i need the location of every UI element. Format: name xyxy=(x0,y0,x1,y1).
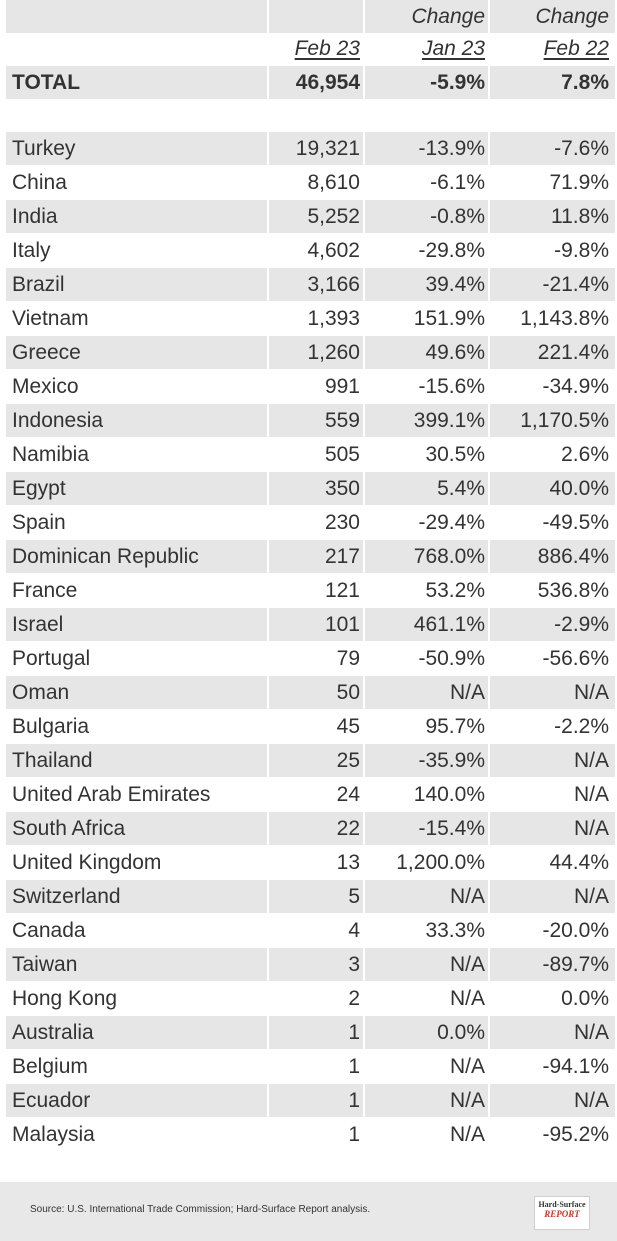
table-row-cell-3: -21.4% xyxy=(542,273,609,296)
column-separator xyxy=(488,914,490,947)
table-row-cell-2: 151.9% xyxy=(413,307,485,330)
column-separator xyxy=(267,66,269,99)
table-row-cell-1: 1 xyxy=(348,1055,360,1078)
column-separator xyxy=(488,540,490,573)
column-separator xyxy=(488,744,490,777)
table-row xyxy=(6,1016,615,1049)
table-row-cell-3: N/A xyxy=(573,749,609,772)
table-row-cell-2: 5.4% xyxy=(437,477,485,500)
column-separator xyxy=(488,0,490,33)
column-separator xyxy=(488,268,490,301)
table-row-cell-3: -34.9% xyxy=(542,375,609,398)
table-row-cell-3: N/A xyxy=(573,885,609,908)
table-row-cell-0: Turkey xyxy=(12,137,76,160)
column-separator xyxy=(267,880,269,913)
table-row-cell-0: Namibia xyxy=(12,443,90,466)
source-note: Source: U.S. International Trade Commission; Hard-Surface Report analysis. xyxy=(30,1204,371,1215)
column-separator xyxy=(267,608,269,641)
column-separator xyxy=(363,370,365,403)
table-row xyxy=(6,540,615,573)
table-row-cell-1: 1,260 xyxy=(307,341,360,364)
table-row-cell-3: -49.5% xyxy=(542,511,609,534)
table-row-cell-1: 1,393 xyxy=(307,307,360,330)
table-row-cell-0: Israel xyxy=(12,613,64,636)
footer xyxy=(0,1182,617,1241)
table-row-cell-2: 33.3% xyxy=(425,919,485,942)
total-row-cell-3: 7.8% xyxy=(561,71,609,94)
table-row-cell-2: 140.0% xyxy=(413,783,485,806)
column-separator xyxy=(267,1084,269,1117)
column-separator xyxy=(488,948,490,981)
table-row-cell-1: 217 xyxy=(324,545,360,568)
table-row-cell-2: N/A xyxy=(449,681,485,704)
table-row-cell-3: N/A xyxy=(573,817,609,840)
table-row xyxy=(6,234,615,267)
table-row-cell-2: -35.9% xyxy=(418,749,485,772)
column-separator xyxy=(267,982,269,1015)
column-separator xyxy=(267,710,269,743)
table-row xyxy=(6,370,615,403)
table-row-cell-1: 5,252 xyxy=(307,205,360,228)
column-separator xyxy=(488,132,490,165)
column-separator xyxy=(488,1084,490,1117)
column-separator xyxy=(363,336,365,369)
table-row-cell-1: 8,610 xyxy=(307,171,360,194)
column-separator xyxy=(488,472,490,505)
column-separator xyxy=(267,0,269,33)
table-row-cell-0: China xyxy=(12,171,67,194)
column-separator xyxy=(267,336,269,369)
table-row xyxy=(6,642,615,675)
table-row-cell-3: -20.0% xyxy=(542,919,609,942)
table-row-cell-0: Ecuador xyxy=(12,1089,91,1112)
column-separator xyxy=(488,676,490,709)
table-row-cell-3: -95.2% xyxy=(542,1123,609,1146)
total-row-cell-2: -5.9% xyxy=(430,71,485,94)
table-row-cell-2: -50.9% xyxy=(418,647,485,670)
table-row-cell-1: 1 xyxy=(348,1021,360,1044)
table-row-cell-1: 45 xyxy=(336,715,360,738)
column-separator xyxy=(363,438,365,471)
table-row-cell-0: United Kingdom xyxy=(12,851,162,874)
column-separator xyxy=(488,710,490,743)
column-separator xyxy=(267,302,269,335)
table-row-cell-3: -9.8% xyxy=(554,239,609,262)
column-separator xyxy=(363,982,365,1015)
table-row-cell-0: Dominican Republic xyxy=(12,545,199,568)
table-row-cell-2: 30.5% xyxy=(425,443,485,466)
table-row xyxy=(6,166,615,199)
table-row-cell-1: 101 xyxy=(324,613,360,636)
table-row-cell-0: France xyxy=(12,579,78,602)
table-row xyxy=(6,914,615,947)
table-row-cell-2: -29.8% xyxy=(418,239,485,262)
column-separator xyxy=(488,1050,490,1083)
column-separator xyxy=(363,540,365,573)
table-row-cell-3: N/A xyxy=(573,1021,609,1044)
column-separator xyxy=(363,1084,365,1117)
table-row-cell-2: N/A xyxy=(449,1089,485,1112)
table-row-cell-3: 40.0% xyxy=(549,477,609,500)
logo-text-top: Hard-Surface xyxy=(538,1200,586,1209)
column-separator xyxy=(363,1050,365,1083)
table-row-cell-1: 121 xyxy=(324,579,360,602)
column-separator xyxy=(267,32,269,65)
table-row-cell-1: 3 xyxy=(348,953,360,976)
table-row-cell-0: Bulgaria xyxy=(12,715,90,738)
table-row-cell-1: 3,166 xyxy=(307,273,360,296)
column-separator xyxy=(363,234,365,267)
table-row-cell-2: -13.9% xyxy=(418,137,485,160)
table-row-cell-3: 11.8% xyxy=(551,205,609,228)
column-separator xyxy=(488,608,490,641)
table-row-cell-3: N/A xyxy=(573,681,609,704)
header-columns-row-cell-0 xyxy=(12,32,262,65)
column-separator xyxy=(267,200,269,233)
header-supertitle-row xyxy=(6,0,615,33)
column-separator xyxy=(363,642,365,675)
column-separator xyxy=(488,574,490,607)
table-row-cell-3: 886.4% xyxy=(537,545,609,568)
table-row-cell-3: -2.9% xyxy=(554,613,609,636)
table-row-cell-3: N/A xyxy=(573,1089,609,1112)
column-separator xyxy=(488,846,490,879)
table-row xyxy=(6,132,615,165)
table-row-cell-1: 2 xyxy=(348,987,360,1010)
table-row-cell-2: 461.1% xyxy=(413,613,485,636)
header-columns-row-cell-2: Jan 23 xyxy=(421,37,485,60)
table-row xyxy=(6,676,615,709)
column-separator xyxy=(488,982,490,1015)
table-row-cell-2: N/A xyxy=(449,885,485,908)
column-separator xyxy=(363,880,365,913)
column-separator xyxy=(267,540,269,573)
column-separator xyxy=(363,166,365,199)
table-row xyxy=(6,880,615,913)
column-separator xyxy=(363,812,365,845)
total-row-cell-0: TOTAL xyxy=(12,71,81,94)
table-row-cell-1: 4,602 xyxy=(307,239,360,262)
table-row-cell-1: 559 xyxy=(324,409,360,432)
column-separator xyxy=(488,336,490,369)
table-row-cell-0: Malaysia xyxy=(12,1123,95,1146)
column-separator xyxy=(267,370,269,403)
header-columns-row xyxy=(6,32,615,65)
table-row-cell-0: Mexico xyxy=(12,375,79,398)
table-row-cell-3: 1,143.8% xyxy=(520,307,609,330)
header-supertitle-row-cell-2: Change xyxy=(411,5,485,28)
column-separator xyxy=(267,132,269,165)
column-separator xyxy=(363,132,365,165)
column-separator xyxy=(267,948,269,981)
column-separator xyxy=(488,32,490,65)
table-row-cell-3: -56.6% xyxy=(542,647,609,670)
table-row-cell-0: Greece xyxy=(12,341,81,364)
table-row-cell-0: Indonesia xyxy=(12,409,104,432)
column-separator xyxy=(488,438,490,471)
table-row xyxy=(6,268,615,301)
table-row-cell-1: 991 xyxy=(324,375,360,398)
column-separator xyxy=(363,574,365,607)
column-separator xyxy=(363,914,365,947)
column-separator xyxy=(488,302,490,335)
column-separator xyxy=(363,1118,365,1151)
column-separator xyxy=(363,948,365,981)
table-row-cell-2: 95.7% xyxy=(425,715,485,738)
table-row-cell-2: N/A xyxy=(449,987,485,1010)
table-row xyxy=(6,608,615,641)
table-row-cell-0: Portugal xyxy=(12,647,91,670)
column-separator xyxy=(363,472,365,505)
column-separator xyxy=(363,302,365,335)
table-row-cell-1: 1 xyxy=(348,1089,360,1112)
table-row-cell-2: 39.4% xyxy=(425,273,485,296)
table-row-cell-0: Australia xyxy=(12,1021,94,1044)
table-row-cell-0: Switzerland xyxy=(12,885,121,908)
table-row-cell-3: 221.4% xyxy=(537,341,609,364)
column-separator xyxy=(488,370,490,403)
column-separator xyxy=(363,0,365,33)
table-row-cell-1: 1 xyxy=(348,1123,360,1146)
table-row-cell-1: 19,321 xyxy=(295,137,360,160)
table-row-cell-1: 25 xyxy=(336,749,360,772)
table-row xyxy=(6,744,615,777)
table-row-cell-0: United Arab Emirates xyxy=(12,783,211,806)
table-row-cell-0: South Africa xyxy=(12,817,126,840)
table-row xyxy=(6,948,615,981)
table-row-cell-2: -15.4% xyxy=(418,817,485,840)
column-separator xyxy=(488,66,490,99)
column-separator xyxy=(267,642,269,675)
header-columns-row-cell-3: Feb 22 xyxy=(543,37,609,60)
total-row-cell-1: 46,954 xyxy=(295,71,360,94)
table-row-cell-3: 1,170.5% xyxy=(520,409,609,432)
table-row xyxy=(6,472,615,505)
column-separator xyxy=(363,66,365,99)
table-row-cell-2: 768.0% xyxy=(413,545,485,568)
table-row-cell-3: 536.8% xyxy=(537,579,609,602)
table-row xyxy=(6,438,615,471)
table-row xyxy=(6,982,615,1015)
column-separator xyxy=(267,438,269,471)
table-row-cell-3: 2.6% xyxy=(561,443,609,466)
table-row-cell-0: India xyxy=(12,205,58,228)
column-separator xyxy=(267,574,269,607)
table-row-cell-1: 50 xyxy=(336,681,360,704)
column-separator xyxy=(267,268,269,301)
table-row-cell-3: -89.7% xyxy=(542,953,609,976)
column-separator xyxy=(267,166,269,199)
column-separator xyxy=(267,234,269,267)
table-row-cell-1: 350 xyxy=(324,477,360,500)
column-separator xyxy=(267,744,269,777)
table-row-cell-1: 230 xyxy=(324,511,360,534)
table-row-cell-1: 22 xyxy=(336,817,360,840)
table-row xyxy=(6,200,615,233)
column-separator xyxy=(267,472,269,505)
table-row xyxy=(6,846,615,879)
table-row-cell-2: N/A xyxy=(449,1055,485,1078)
table-row-cell-2: -6.1% xyxy=(430,171,485,194)
column-separator xyxy=(363,32,365,65)
table-row xyxy=(6,574,615,607)
table-row-cell-0: Oman xyxy=(12,681,70,704)
column-separator xyxy=(488,234,490,267)
column-separator xyxy=(267,676,269,709)
hard-surface-report-logo xyxy=(534,1196,590,1230)
column-separator xyxy=(267,1118,269,1151)
column-separator xyxy=(363,710,365,743)
column-separator xyxy=(267,914,269,947)
column-separator xyxy=(488,166,490,199)
table-row-cell-3: N/A xyxy=(573,783,609,806)
table-row-cell-3: -94.1% xyxy=(542,1055,609,1078)
column-separator xyxy=(363,608,365,641)
table-row-cell-2: 399.1% xyxy=(413,409,485,432)
table-row-cell-3: 0.0% xyxy=(561,987,609,1010)
table-row-cell-3: -7.6% xyxy=(554,137,609,160)
table-row-cell-0: Italy xyxy=(12,239,51,262)
header-supertitle-row-cell-3: Change xyxy=(535,5,609,28)
table-row-cell-3: 44.4% xyxy=(549,851,609,874)
column-separator xyxy=(267,506,269,539)
table-row-cell-1: 5 xyxy=(348,885,360,908)
column-separator xyxy=(488,1016,490,1049)
column-separator xyxy=(267,1016,269,1049)
table-row xyxy=(6,336,615,369)
column-separator xyxy=(488,880,490,913)
table-row xyxy=(6,1118,615,1151)
column-separator xyxy=(363,200,365,233)
table-row-cell-2: N/A xyxy=(449,1123,485,1146)
header-supertitle-row-cell-0 xyxy=(12,0,262,33)
table-row-cell-1: 4 xyxy=(348,919,360,942)
column-separator xyxy=(363,268,365,301)
table-row-cell-0: Belgium xyxy=(12,1055,88,1078)
column-separator xyxy=(488,506,490,539)
table-row xyxy=(6,1084,615,1117)
column-separator xyxy=(267,404,269,437)
table-row-cell-0: Vietnam xyxy=(12,307,89,330)
table-row-cell-2: 53.2% xyxy=(425,579,485,602)
table-row-cell-0: Taiwan xyxy=(12,953,78,976)
table-row xyxy=(6,778,615,811)
column-separator xyxy=(267,778,269,811)
table-row-cell-2: -15.6% xyxy=(418,375,485,398)
column-separator xyxy=(267,846,269,879)
table-row-cell-2: 49.6% xyxy=(425,341,485,364)
table-row-cell-0: Egypt xyxy=(12,477,66,500)
header-supertitle-row-cell-1 xyxy=(271,0,360,33)
table-row-cell-3: 71.9% xyxy=(549,171,609,194)
column-separator xyxy=(488,404,490,437)
column-separator xyxy=(363,404,365,437)
column-separator xyxy=(488,778,490,811)
table-row-cell-0: Spain xyxy=(12,511,66,534)
table-row-cell-0: Hong Kong xyxy=(12,987,118,1010)
column-separator xyxy=(363,676,365,709)
column-separator xyxy=(488,200,490,233)
table-row-cell-0: Canada xyxy=(12,919,86,942)
table-row-cell-1: 505 xyxy=(324,443,360,466)
table-row-cell-3: -2.2% xyxy=(554,715,609,738)
table-row-cell-2: 1,200.0% xyxy=(396,851,485,874)
table-row xyxy=(6,1050,615,1083)
column-separator xyxy=(363,778,365,811)
column-separator xyxy=(488,812,490,845)
table-row xyxy=(6,404,615,437)
table-row-cell-1: 13 xyxy=(336,851,360,874)
header-columns-row-cell-1: Feb 23 xyxy=(294,37,360,60)
table-row-cell-0: Brazil xyxy=(12,273,65,296)
table-row xyxy=(6,812,615,845)
table-row xyxy=(6,710,615,743)
table-row-cell-2: N/A xyxy=(449,953,485,976)
table-row-cell-1: 24 xyxy=(336,783,360,806)
column-separator xyxy=(488,1118,490,1151)
column-separator xyxy=(267,1050,269,1083)
logo-text-main: REPORT xyxy=(544,1209,580,1219)
column-separator xyxy=(363,846,365,879)
table-row-cell-0: Thailand xyxy=(12,749,93,772)
column-separator xyxy=(363,1016,365,1049)
total-row xyxy=(6,66,615,99)
column-separator xyxy=(488,642,490,675)
table-row-cell-2: -29.4% xyxy=(418,511,485,534)
column-separator xyxy=(267,812,269,845)
table-row xyxy=(6,506,615,539)
table-row-cell-1: 79 xyxy=(336,647,360,670)
column-separator xyxy=(363,744,365,777)
column-separator xyxy=(363,506,365,539)
table-row xyxy=(6,302,615,335)
table-row-cell-2: 0.0% xyxy=(437,1021,485,1044)
table-row-cell-2: -0.8% xyxy=(430,205,485,228)
